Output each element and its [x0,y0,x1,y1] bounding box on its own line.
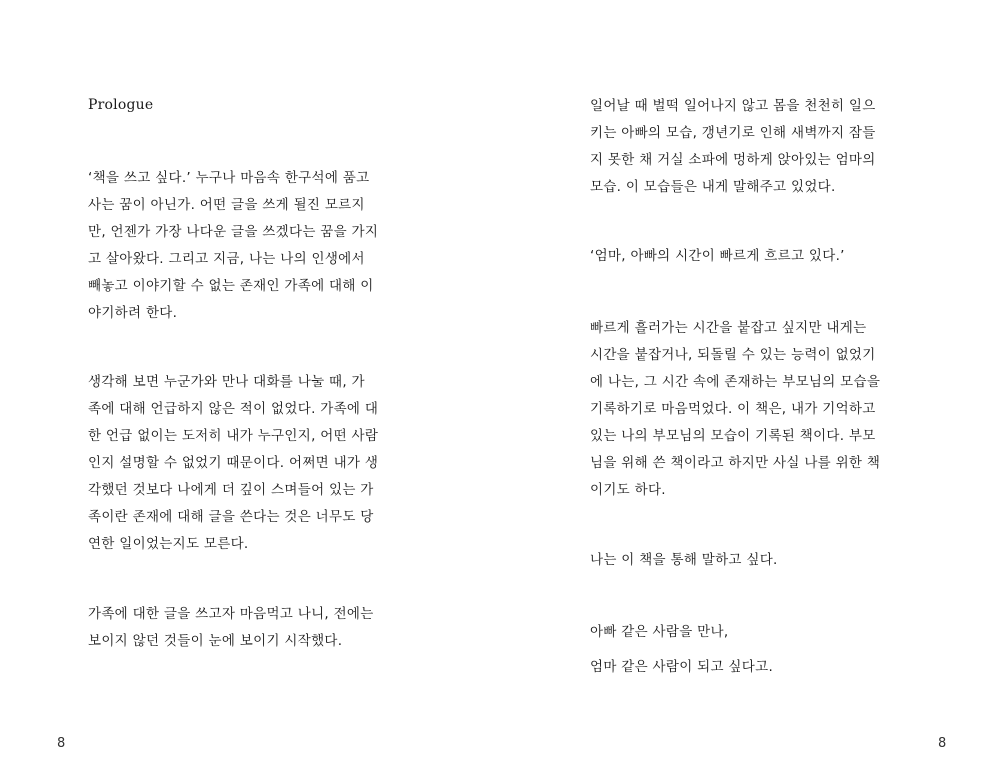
right-page [500,0,1000,782]
text-line: 만, 언젠가 가장 나다운 글을 쓰겠다는 꿈을 가지 [88,224,379,240]
paragraph [88,165,378,327]
text-line: 생각해 보면 누군가와 만나 대화를 나눌 때, 가 [88,374,365,390]
text-line: 가족에 대한 글을 쓰고자 마음먹고 나니, 전에는 [88,606,374,622]
text-line: 시간을 붙잡거나, 되돌릴 수 있는 능력이 없었기 [590,347,876,363]
text-line: 사는 꿈이 아닌가. 어떤 글을 쓰게 될진 모르지 [88,197,365,213]
text-line: 있는 나의 부모님의 모습이 기록된 책이다. 부모 [590,428,876,444]
paragraph [590,315,880,504]
paragraph [590,654,773,681]
text-line: 족에 대해 언급하지 않은 적이 없었다. 가족에 대 [88,401,379,417]
text-line: 족이란 존재에 대해 글을 쓴다는 것은 너무도 당 [88,509,374,525]
text-line: 각했던 것보다 나에게 더 깊이 스며들어 있는 가 [88,482,374,498]
text-line: 빼놓고 이야기할 수 없는 존재인 가족에 대해 이 [88,278,374,294]
page-number: 8 [57,736,66,751]
text-line: 야기하려 한다. [88,305,178,321]
text-line: 키는 아빠의 모습, 갱년기로 인해 새벽까지 잠들 [590,125,876,141]
text-line: 엄마 같은 사람이 되고 싶다고. [590,659,774,675]
text-line: ‘책을 쓰고 싶다.’ 누구나 마음속 한구석에 품고 [88,170,370,186]
text-line: 에 나는, 그 시간 속에 존재하는 부모님의 모습을 [590,374,881,390]
paragraph [88,601,374,655]
paragraph [590,547,778,574]
text-line: 나는 이 책을 통해 말하고 싶다. [590,552,778,568]
text-line: 빠르게 흘러가는 시간을 붙잡고 싶지만 내게는 [590,320,867,336]
paragraph [590,243,845,270]
text-line: 한 언급 없이는 도저히 내가 누구인지, 어떤 사람 [88,428,379,444]
text-line: 모습. 이 모습들은 내게 말해주고 있었다. [590,179,836,195]
text-line: 인지 설명할 수 없었기 때문이다. 어쩌면 내가 생 [88,455,379,471]
paragraph [590,619,728,646]
text-line: 님을 위해 쓴 책이라고 하지만 사실 나를 위한 책 [590,455,881,471]
text-line: 일어날 때 벌떡 일어나지 않고 몸을 천천히 일으 [590,98,876,114]
text-line: ‘엄마, 아빠의 시간이 빠르게 흐르고 있다.’ [590,248,845,264]
text-line: 보이지 않던 것들이 눈에 보이기 시작했다. [88,633,343,649]
chapter-heading: Prologue [88,97,154,113]
paragraph [590,93,876,201]
text-line: 고 살아왔다. 그리고 지금, 나는 나의 인생에서 [88,251,365,267]
page-number: 8 [938,736,947,751]
text-line: 이기도 하다. [590,482,666,498]
text-line: 지 못한 채 거실 소파에 멍하게 앉아있는 엄마의 [590,152,876,168]
text-line: 기록하기로 마음먹었다. 이 책은, 내가 기억하고 [590,401,876,417]
text-line: 연한 일이었는지도 모른다. [88,536,249,552]
paragraph [88,369,378,558]
text-line: 아빠 같은 사람을 만나, [590,624,729,640]
